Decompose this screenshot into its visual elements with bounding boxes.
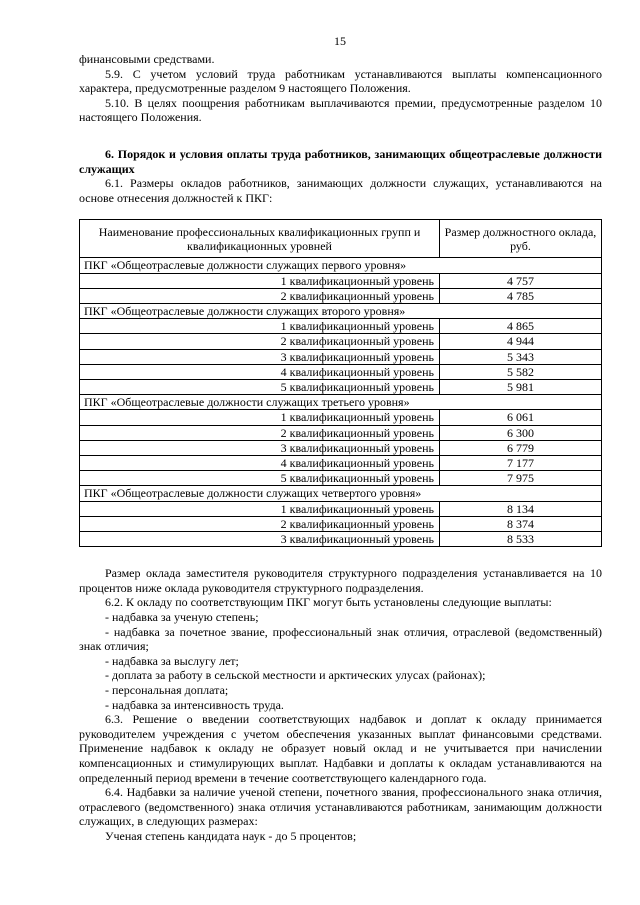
level-cell: 5 квалификационный уровень xyxy=(80,471,440,486)
level-cell: 3 квалификационный уровень xyxy=(80,349,440,364)
salary-cell: 6 300 xyxy=(440,425,602,440)
table-row xyxy=(80,334,602,349)
salary-cell: 7 975 xyxy=(440,471,602,486)
group-name: ПКГ «Общеотраслевые должности служащих четвертого уровня» xyxy=(80,486,602,501)
table-row xyxy=(80,288,602,303)
table-row xyxy=(80,501,602,516)
table-row xyxy=(80,273,602,288)
list-item: - надбавка за интенсивность труда. xyxy=(105,697,284,712)
group-name: ПКГ «Общеотраслевые должности служащих третьего уровня» xyxy=(80,395,602,410)
table-row xyxy=(80,349,602,364)
salary-cell: 8 134 xyxy=(440,501,602,516)
salary-cell: 6 779 xyxy=(440,440,602,455)
level-cell: 1 квалификационный уровень xyxy=(80,410,440,425)
table-row xyxy=(80,440,602,455)
level-cell: 1 квалификационный уровень xyxy=(80,319,440,334)
level-cell: 3 квалификационный уровень xyxy=(80,532,440,547)
level-cell: 4 квалификационный уровень xyxy=(80,364,440,379)
table-row xyxy=(80,319,602,334)
group-name: ПКГ «Общеотраслевые должности служащих первого уровня» xyxy=(80,258,602,273)
list-item: - надбавка за ученую степень; xyxy=(105,609,259,624)
level-cell: 2 квалификационный уровень xyxy=(80,334,440,349)
paragraph-phd-rate: Ученая степень кандидата наук - до 5 процентов; xyxy=(105,828,357,843)
salary-cell: 5 981 xyxy=(440,379,602,394)
salary-cell: 7 177 xyxy=(440,455,602,470)
list-item: - персональная доплата; xyxy=(105,682,229,697)
level-cell: 2 квалификационный уровень xyxy=(80,425,440,440)
salary-cell: 5 343 xyxy=(440,349,602,364)
level-cell: 2 квалификационный уровень xyxy=(80,516,440,531)
table-row xyxy=(80,364,602,379)
group-name: ПКГ «Общеотраслевые должности служащих второго уровня» xyxy=(80,303,602,318)
table-group-row xyxy=(80,258,602,273)
column-header-salary: Размер должностного оклада, руб. xyxy=(440,220,602,258)
salary-cell: 8 374 xyxy=(440,516,602,531)
table-group-row xyxy=(80,303,602,318)
paragraph-5-10: 5.10. В целях поощрения работникам выплачиваются премии, предусмотренные разделом 10 настоящего Положения. xyxy=(79,95,602,125)
salary-table xyxy=(79,219,602,547)
salary-cell: 6 061 xyxy=(440,410,602,425)
salary-cell: 5 582 xyxy=(440,364,602,379)
page-number: 15 xyxy=(334,34,346,48)
document-body xyxy=(79,52,602,843)
level-cell: 3 квалификационный уровень xyxy=(80,440,440,455)
paragraph-5-9: 5.9. С учетом условий труда работникам устанавливаются выплаты компенсационного характера, предусмотренные разделом 9 настоящего Положения. xyxy=(79,66,602,96)
table-row xyxy=(80,471,602,486)
table-group-row xyxy=(80,486,602,501)
table-row xyxy=(80,379,602,394)
level-cell: 1 квалификационный уровень xyxy=(80,501,440,516)
level-cell: 5 квалификационный уровень xyxy=(80,379,440,394)
paragraph-6-2: 6.2. К окладу по соответствующим ПКГ могут быть установлены следующие выплаты: xyxy=(105,595,552,610)
table-row xyxy=(80,455,602,470)
paragraph-deputy-salary: Размер оклада заместителя руководителя структурного подразделения устанавливается на 10 процентов ниже оклада руководителя структурного подразделения. xyxy=(79,566,602,595)
table-row xyxy=(80,425,602,440)
table-row xyxy=(80,516,602,531)
section-6-heading: 6. Порядок и условия оплаты труда работников, занимающих общеотраслевые должности служащих xyxy=(79,146,602,176)
table-row xyxy=(80,532,602,547)
table-header-row xyxy=(80,220,602,258)
level-cell: 1 квалификационный уровень xyxy=(80,273,440,288)
list-item: - надбавка за почетное звание, профессиональный знак отличия, отраслевой (ведомственный) знак отличия; xyxy=(79,624,602,654)
salary-cell: 4 757 xyxy=(440,273,602,288)
paragraph-6-3: 6.3. Решение о введении соответствующих надбавок и доплат к окладу принимается руководителем учреждения с учетом обеспечения указанных выплат финансовыми средствами. Применение надбавок к окладу не образует новый оклад и не учитывается при начислении компенсационных и стимулирующих выплат. Надбавки и доплаты к окладам устанавливаются на определенный период времени в течение соответствующего календарного года. xyxy=(79,712,602,785)
table-group-row xyxy=(80,395,602,410)
paragraph-6-1: 6.1. Размеры окладов работников, занимающих должности служащих, устанавливаются на основе отнесения должностей к ПКГ: xyxy=(79,176,602,205)
level-cell: 4 квалификационный уровень xyxy=(80,455,440,470)
salary-cell: 4 944 xyxy=(440,334,602,349)
paragraph-6-4: 6.4. Надбавки за наличие ученой степени, почетного звания, профессионального знака отличия, отраслевого (ведомственного) знака отличия устанавливаются работникам, занимающим должности служащих, в следующих размерах: xyxy=(79,785,602,829)
list-item: - надбавка за выслугу лет; xyxy=(105,653,239,668)
column-header-groups: Наименование профессиональных квалификационных групп и квалификационных уровней xyxy=(80,220,440,258)
salary-cell: 4 865 xyxy=(440,319,602,334)
table-row xyxy=(80,410,602,425)
salary-cell: 4 785 xyxy=(440,288,602,303)
paragraph-continuation: финансовыми средствами. xyxy=(79,52,215,66)
level-cell: 2 квалификационный уровень xyxy=(80,288,440,303)
list-item: - доплата за работу в сельской местности и арктических улусах (районах); xyxy=(105,668,486,683)
salary-cell: 8 533 xyxy=(440,532,602,547)
